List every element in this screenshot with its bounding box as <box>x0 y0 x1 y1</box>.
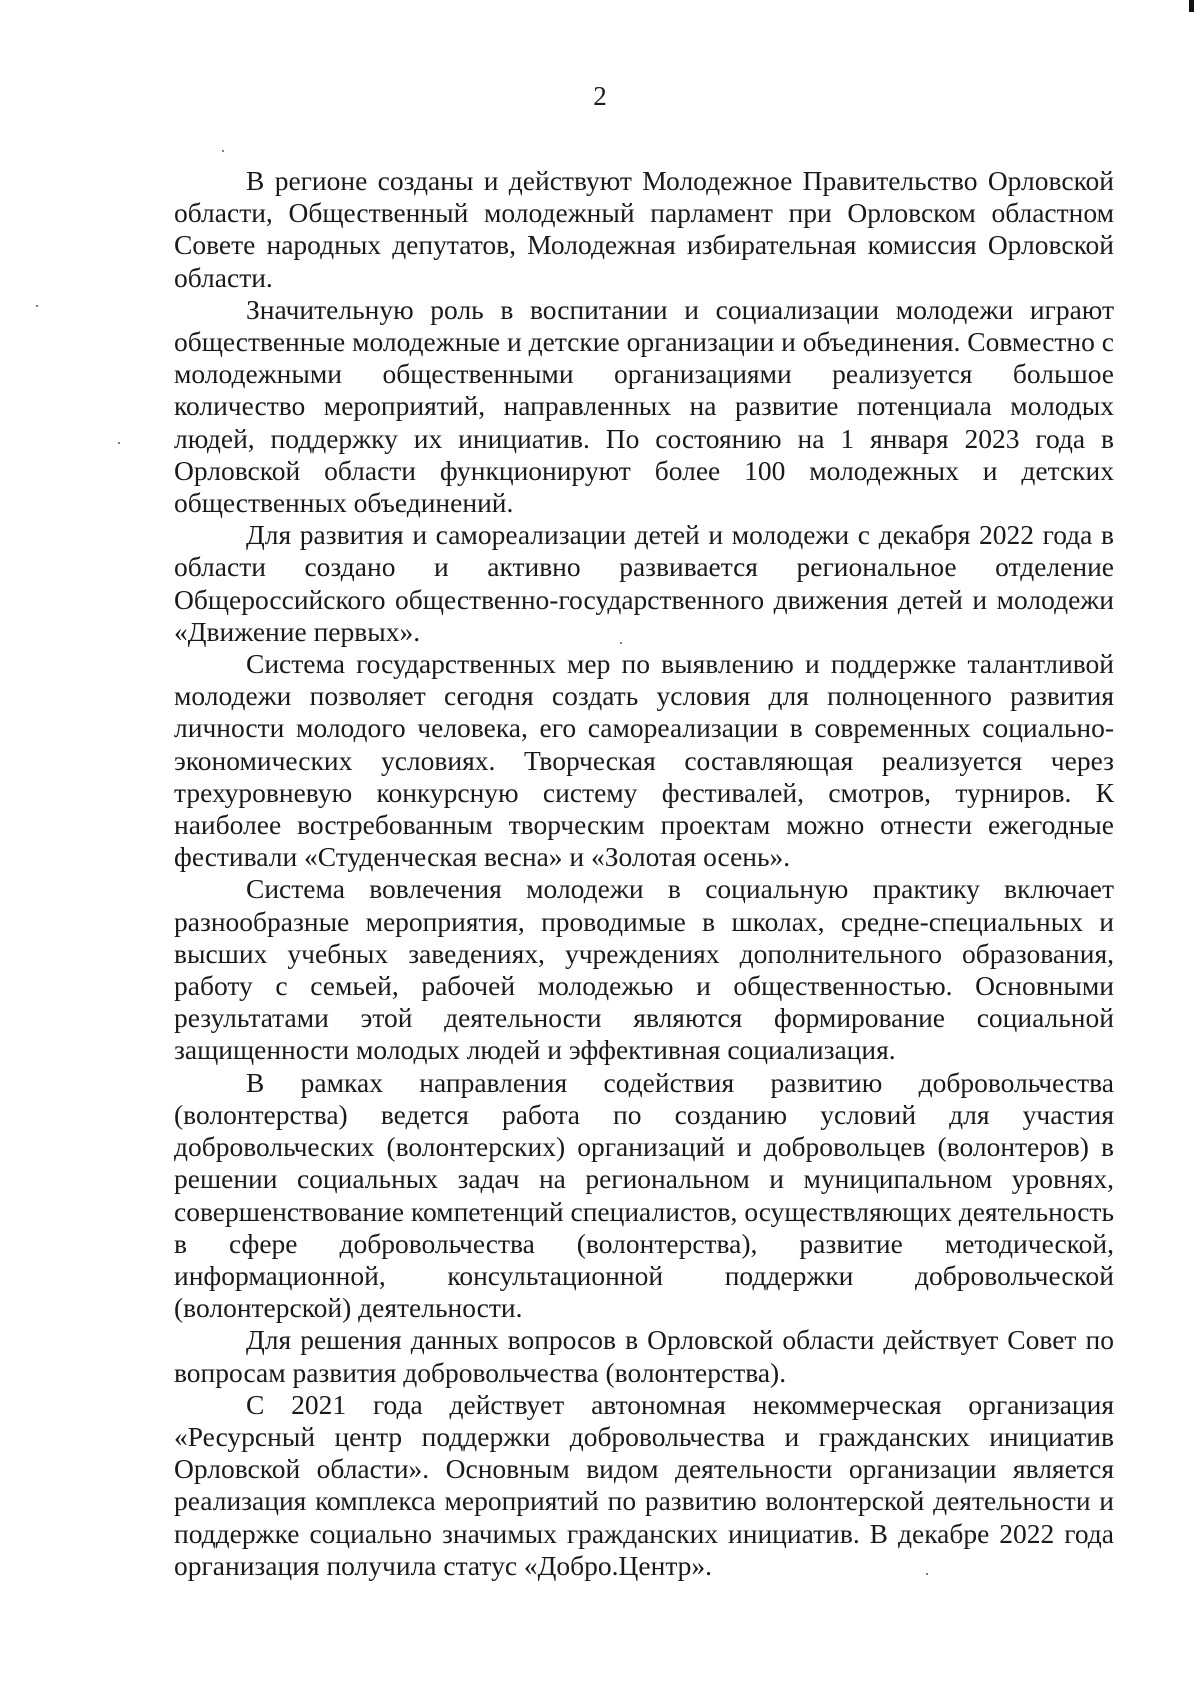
paragraph: Для развития и самореализации детей и молодежи с декабря 2022 года в области создано и активно развивается региональное отделение Общероссийского общественно-государственного движения детей и молодежи «Движение первых». <box>174 519 1114 647</box>
paragraph: Система вовлечения молодежи в социальную практику включает разнообразные мероприятия, проводимые в школах, средне-специальных и высших учебных заведениях, учреждениях дополнительного образования, работу с семьей, рабочей молодежью и общественностью. Основными результатами этой деятельности являются формирование социальной защищенности молодых людей и эффективная социализация. <box>174 873 1114 1066</box>
scan-speck <box>36 305 38 307</box>
body-text <box>174 165 1114 1582</box>
paragraph: Система государственных мер по выявлению и поддержке талантливой молодежи позволяет сегодня создать условия для полноценного развития личности молодого человека, его самореализации в современных социально-экономических условиях. Творческая составляющая реализуется через трехуровневую конкурсную систему фестивалей, смотров, турниров. К наиболее востребованным творческим проектам можно отнести ежегодные фестивали «Студенческая весна» и «Золотая осень». <box>174 648 1114 873</box>
paragraph: Значительную роль в воспитании и социализации молодежи играют общественные молодежные и детские организации и объединения. Совместно с молодежными общественными организациями реализуется большое количество мероприятий, направленных на развитие потенциала молодых людей, поддержку их инициатив. По состоянию на 1 января 2023 года в Орловской области функционируют более 100 молодежных и детских общественных объединений. <box>174 293 1114 519</box>
scan-speck <box>222 150 224 152</box>
paragraph: С 2021 года действует автономная некоммерческая организация «Ресурсный центр поддержки добровольчества и гражданских инициатив Орловской области». Основным видом деятельности организации является реализация комплекса мероприятий по развитию волонтерской деятельности и поддержке социально значимых гражданских инициатив. В декабре 2022 года организация получила статус «Добро.Центр». <box>174 1388 1114 1581</box>
paragraph: В рамках направления содействия развитию добровольчества (волонтерства) ведется работа по созданию условий для участия добровольческих (волонтерских) организаций и добровольцев (волонтеров) в решении социальных задач на региональном и муниципальном уровнях, совершенствование компетенций специалистов, осуществляющих деятельность в сфере добровольчества (волонтерства), развитие методической, информационной, консультационной поддержки добровольческой (волонтерской) деятельности. <box>174 1066 1114 1324</box>
scan-speck <box>118 442 120 444</box>
scan-edge-mark <box>1189 0 1194 12</box>
page-number: 2 <box>593 81 607 111</box>
paragraph: В регионе созданы и действуют Молодежное Правительство Орловской области, Общественный молодежный парламент при Орловском областном Совете народных депутатов, Молодежная избирательная комиссия Орловской области. <box>174 165 1114 293</box>
paragraph: Для решения данных вопросов в Орловской области действует Совет по вопросам развития добровольчества (волонтерства). <box>174 1324 1114 1388</box>
